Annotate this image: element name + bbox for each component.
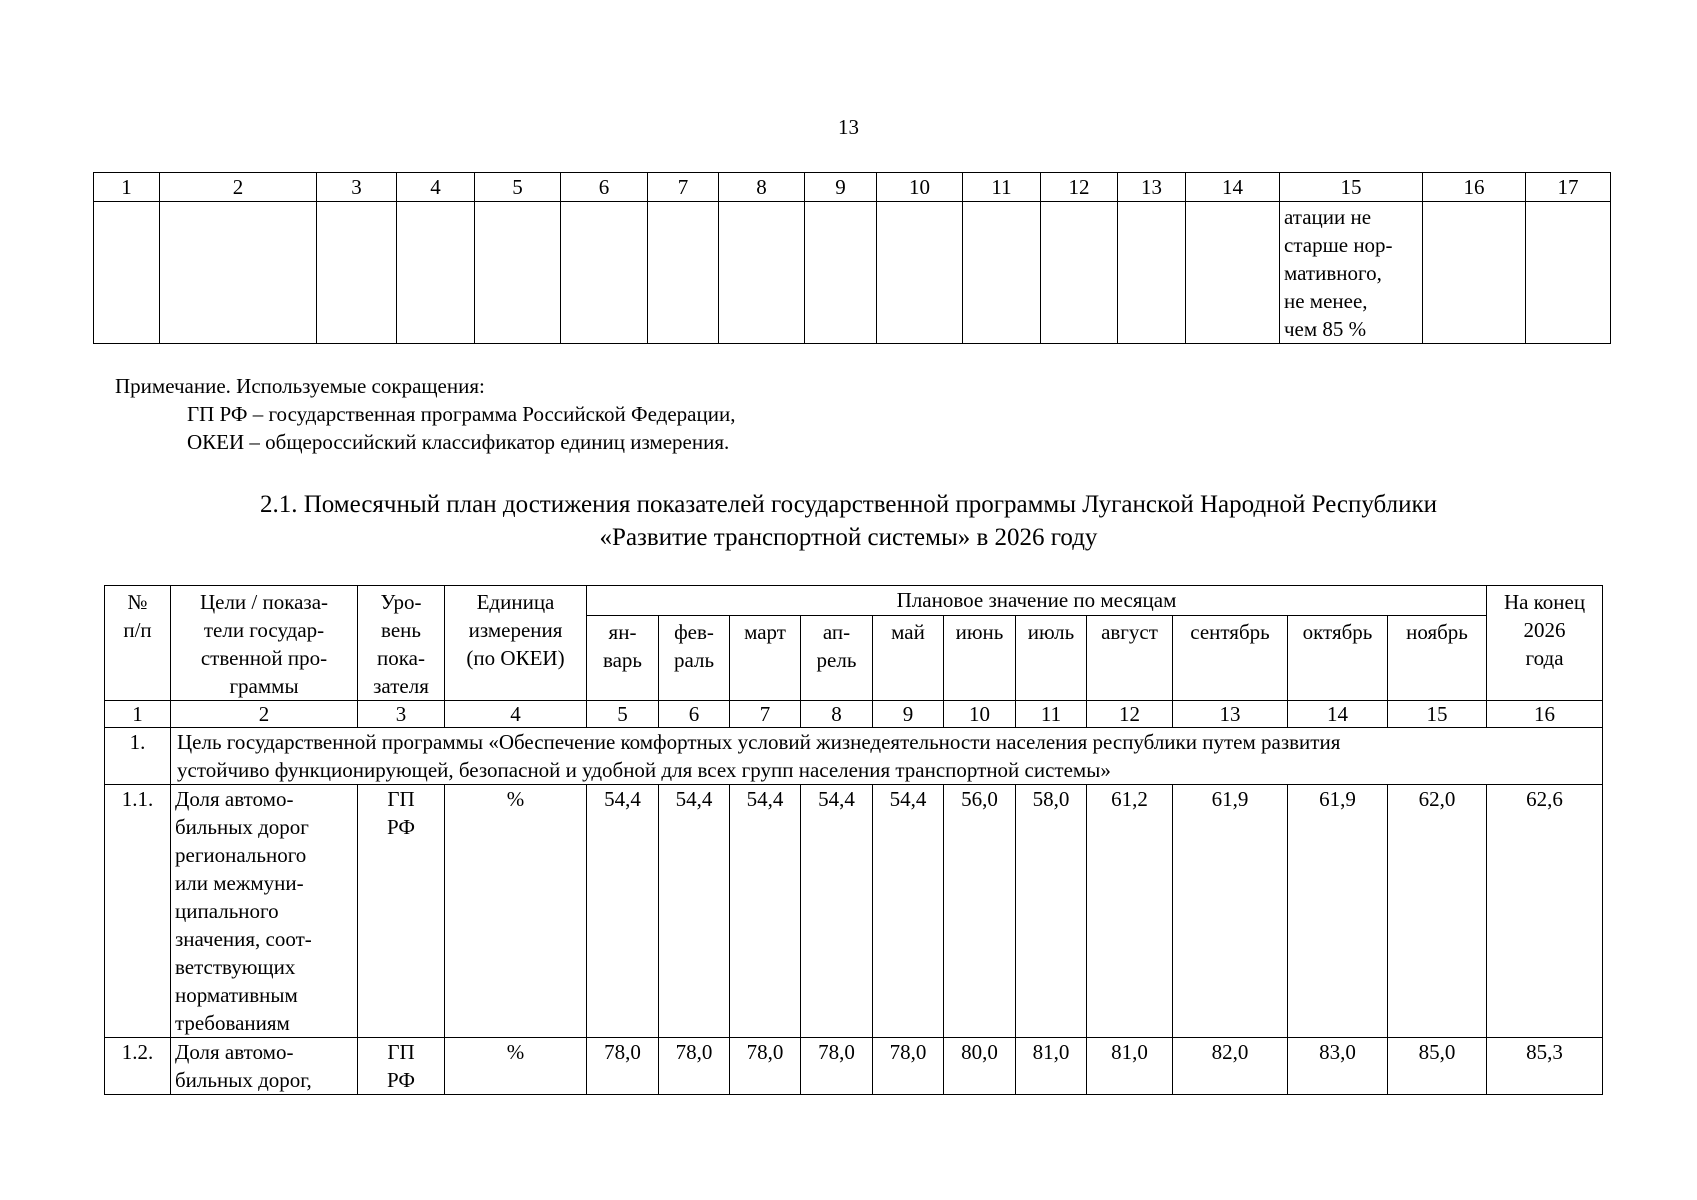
header-text: июнь [955, 619, 1004, 644]
month-value: 78,0 [873, 1038, 944, 1095]
text-line: РФ [387, 815, 415, 839]
header-month [1173, 615, 1288, 701]
table-row [105, 785, 1603, 1038]
month-value: 62,0 [1388, 785, 1487, 1038]
header-month [944, 615, 1016, 701]
month-value: 61,9 [1173, 785, 1288, 1038]
header-text: (по ОКЕИ) [466, 646, 565, 670]
text-line: требованиям [175, 1011, 290, 1035]
header-end [1487, 586, 1603, 701]
header-text: варь [602, 647, 643, 672]
month-value: 54,4 [730, 785, 801, 1038]
column-numbers-row [105, 701, 1603, 728]
header-month [659, 615, 730, 701]
col-number: 5 [587, 701, 659, 728]
text-line: Доля автомо- [175, 1040, 294, 1064]
col-number: 15 [1280, 173, 1423, 202]
row-unit: % [445, 1038, 587, 1095]
col-number: 12 [1087, 701, 1173, 728]
month-value: 78,0 [587, 1038, 659, 1095]
col-number: 6 [561, 173, 648, 202]
table-cell [1423, 202, 1526, 344]
section-title-line: 2.1. Помесячный план достижения показателей государственной программы Луганской Народной Республики [259, 491, 1438, 518]
col-number: 11 [1016, 701, 1087, 728]
header-goal [171, 586, 358, 701]
header-text: тели государ- [203, 618, 325, 642]
month-value: 61,2 [1087, 785, 1173, 1038]
table-cell [1118, 202, 1186, 344]
header-text: 2026 [1523, 618, 1566, 642]
text-line: нормативным [175, 983, 298, 1007]
col-number: 12 [1041, 173, 1118, 202]
header-month [1388, 615, 1487, 701]
month-value: 58,0 [1016, 785, 1087, 1038]
table-cell [160, 202, 317, 344]
page-number: 13 [838, 115, 859, 139]
header-unit [445, 586, 587, 701]
text-line: ветствующих [175, 955, 296, 979]
table-cell [877, 202, 963, 344]
header-text: фев- [674, 619, 714, 644]
month-value: 54,4 [801, 785, 873, 1038]
goal-row [105, 728, 1603, 785]
col-number: 16 [1487, 701, 1603, 728]
text-line: старше нор- [1284, 233, 1393, 257]
header-text: измерения [468, 618, 563, 642]
table-row [105, 1038, 1603, 1095]
goal-text-line: устойчиво функционирующей, безопасной и удобной для всех групп населения транспортной системы» [177, 758, 1111, 782]
table-cell [1186, 202, 1280, 344]
col-number: 9 [805, 173, 877, 202]
header-month [587, 615, 659, 701]
table-cell [397, 202, 475, 344]
text-line: ГП [387, 1040, 415, 1064]
table-cell [1526, 202, 1611, 344]
header-num [105, 586, 171, 701]
col-number: 3 [358, 701, 445, 728]
header-text: Единица [476, 590, 555, 614]
col-number: 16 [1423, 173, 1526, 202]
header-text: Цели / показа- [199, 590, 329, 614]
header-text: рель [816, 647, 857, 672]
col-number: 4 [397, 173, 475, 202]
continuation-row [94, 202, 1611, 344]
col-number: 10 [877, 173, 963, 202]
header-text: ап- [822, 619, 851, 644]
header-month [1288, 615, 1388, 701]
header-text: ноябрь [1406, 619, 1468, 644]
col-number: 8 [719, 173, 805, 202]
month-value: 78,0 [801, 1038, 873, 1095]
header-month [801, 615, 873, 701]
text-line: не менее, [1284, 289, 1368, 313]
row-level [358, 785, 445, 1038]
row-level [358, 1038, 445, 1095]
row-indicator-name [171, 1038, 358, 1095]
header-text: ян- [608, 619, 637, 644]
header-month [1016, 615, 1087, 701]
month-value: 81,0 [1087, 1038, 1173, 1095]
col-number: 7 [730, 701, 801, 728]
text-line: бильных дорог [175, 815, 309, 839]
month-value: 54,4 [659, 785, 730, 1038]
header-text: раль [673, 647, 715, 672]
monthly-plan-table [104, 585, 1603, 1095]
note-title: Примечание. Используемые сокращения: [115, 374, 485, 398]
col-number: 3 [317, 173, 397, 202]
col-number: 10 [944, 701, 1016, 728]
table-cell [94, 202, 160, 344]
text-line: бильных дорог, [175, 1068, 312, 1092]
month-value: 56,0 [944, 785, 1016, 1038]
text-line: регионального [175, 843, 307, 867]
month-value: 80,0 [944, 1038, 1016, 1095]
header-text: На конец [1503, 590, 1586, 614]
header-text: июль [1027, 619, 1075, 644]
header-text: № [127, 590, 148, 614]
goal-num: 1. [105, 728, 171, 785]
header-text: вень [381, 618, 421, 642]
month-value: 78,0 [659, 1038, 730, 1095]
header-text: ственной про- [200, 646, 328, 670]
text-line: атации не [1284, 205, 1372, 229]
col-number: 13 [1173, 701, 1288, 728]
table-cell [561, 202, 648, 344]
month-value: 81,0 [1016, 1038, 1087, 1095]
header-monthly: Плановое значение по месяцам [587, 586, 1487, 616]
continuation-text-cell [1280, 202, 1423, 344]
header-text: октябрь [1302, 619, 1373, 644]
col-number: 2 [171, 701, 358, 728]
col-number: 5 [475, 173, 561, 202]
month-value: 61,9 [1288, 785, 1388, 1038]
table-cell [1041, 202, 1118, 344]
header-row [105, 586, 1603, 616]
col-number: 13 [1118, 173, 1186, 202]
goal-text [171, 728, 1603, 785]
month-value: 85,0 [1388, 1038, 1487, 1095]
end-value: 62,6 [1487, 785, 1603, 1038]
month-value: 83,0 [1288, 1038, 1388, 1095]
header-text: года [1525, 646, 1564, 670]
col-number: 1 [105, 701, 171, 728]
table-cell [719, 202, 805, 344]
col-number: 9 [873, 701, 944, 728]
text-line: или межмуни- [175, 871, 304, 895]
col-number: 11 [963, 173, 1041, 202]
text-line: мативного, [1284, 261, 1382, 285]
end-value: 85,3 [1487, 1038, 1603, 1095]
header-text: зателя [373, 674, 429, 698]
note-line: ОКЕИ – общероссийский классификатор единиц измерения. [187, 430, 730, 454]
text-line: Доля автомо- [175, 787, 294, 811]
col-number: 17 [1526, 173, 1611, 202]
header-text: март [744, 619, 786, 644]
col-number: 14 [1186, 173, 1280, 202]
header-text: пока- [377, 646, 425, 670]
header-text: Уро- [380, 590, 422, 614]
row-indicator-name [171, 785, 358, 1038]
table-cell [963, 202, 1041, 344]
text-line: чем 85 % [1284, 317, 1367, 341]
header-text: сентябрь [1190, 619, 1270, 644]
text-line: значения, соот- [175, 927, 312, 951]
text-line: ципального [175, 899, 279, 923]
month-value: 78,0 [730, 1038, 801, 1095]
header-level [358, 586, 445, 701]
header-text: май [891, 619, 925, 644]
header-text: п/п [123, 618, 152, 642]
col-number: 14 [1288, 701, 1388, 728]
row-unit: % [445, 785, 587, 1038]
month-value: 54,4 [587, 785, 659, 1038]
col-number: 8 [801, 701, 873, 728]
col-number: 15 [1388, 701, 1487, 728]
continuation-table [93, 172, 1611, 344]
continuation-header-row [94, 173, 1611, 202]
col-number: 6 [659, 701, 730, 728]
header-month [730, 615, 801, 701]
row-num: 1.1. [105, 785, 171, 1038]
col-number: 7 [648, 173, 719, 202]
header-text: граммы [229, 674, 299, 698]
text-line: РФ [387, 1068, 415, 1092]
month-value: 54,4 [873, 785, 944, 1038]
section-title-line: «Развитие транспортной системы» в 2026 году [599, 524, 1098, 551]
header-month [1087, 615, 1173, 701]
goal-text-line: Цель государственной программы «Обеспечение комфортных условий жизнедеятельности населения республики путем развития [177, 730, 1341, 754]
table-cell [475, 202, 561, 344]
note-line: ГП РФ – государственная программа Российской Федерации, [187, 402, 736, 426]
col-number: 2 [160, 173, 317, 202]
header-text: август [1101, 619, 1158, 644]
month-value: 82,0 [1173, 1038, 1288, 1095]
text-line: ГП [387, 787, 415, 811]
header-month [873, 615, 944, 701]
table-cell [317, 202, 397, 344]
table-cell [805, 202, 877, 344]
row-num: 1.2. [105, 1038, 171, 1095]
col-number: 1 [94, 173, 160, 202]
table-cell [648, 202, 719, 344]
col-number: 4 [445, 701, 587, 728]
